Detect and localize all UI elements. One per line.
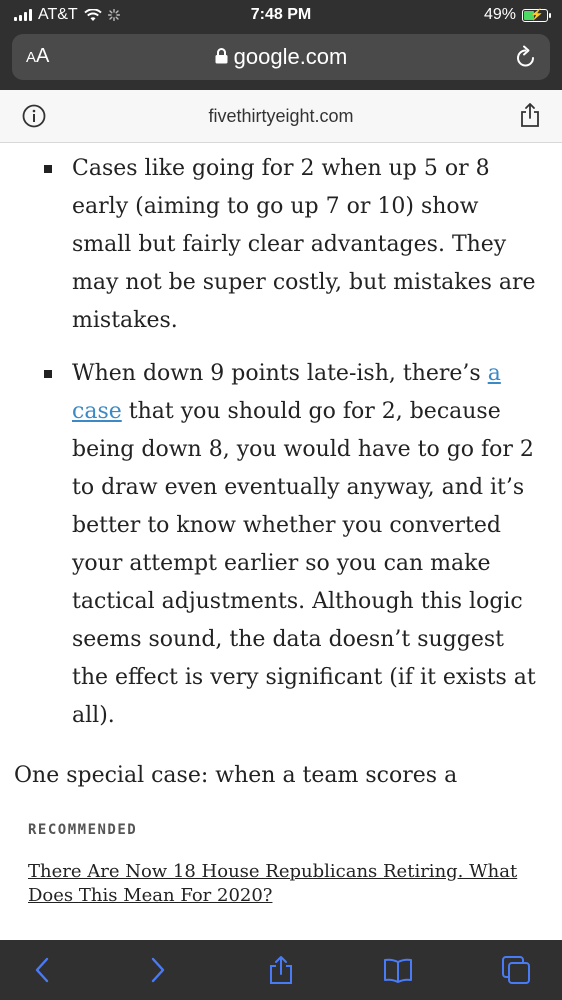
battery-icon: ⚡ [522, 9, 548, 22]
bookmarks-button[interactable] [382, 954, 414, 986]
recommended-section [28, 822, 538, 908]
tabs-button[interactable] [500, 954, 532, 986]
bullet-marker [44, 165, 52, 173]
recommended-label: RECOMMENDED [28, 822, 138, 838]
tabs-icon [501, 955, 531, 985]
browser-top-chrome [0, 0, 562, 90]
reload-icon[interactable] [514, 44, 538, 70]
carrier-label: AT&T [38, 6, 78, 23]
article-paragraph: One special case: when a team scores a [14, 763, 458, 788]
share-button[interactable] [265, 954, 297, 986]
bullet-list [0, 150, 562, 735]
status-bar [0, 0, 562, 30]
a-case-link[interactable]: a case [72, 361, 501, 424]
site-domain: fivethirtyeight.com [208, 106, 354, 126]
share-icon [269, 955, 293, 985]
recommended-article-link[interactable]: There Are Now 18 House Republicans Retiring. What Does This Mean For 2020? [28, 861, 518, 906]
share-icon[interactable] [520, 102, 540, 128]
bullet-text: Cases like going for 2 when up 5 or 8 early (aiming to go up 7 or 10) show small but fairly clear advantages. They may not be super costly, but mistakes are mistakes. [72, 156, 536, 333]
browser-toolbar [0, 940, 562, 1000]
lock-icon [215, 48, 228, 64]
chevron-left-icon [34, 957, 50, 983]
list-item [0, 355, 562, 735]
bullet-text-end: that you should go for 2, because being down 8, you would have to go for 2 to draw even eventually anyway, and it’s better to know whether you converted your attempt earlier so you can make tactical adjustments. Although this logic seems sound, the data doesn’t suggest the effect is very significant (if it exists at all). [72, 399, 536, 728]
forward-button[interactable] [142, 954, 174, 986]
url-text: google.com [233, 44, 348, 69]
address-bar[interactable] [12, 34, 550, 80]
status-time: 7:48 PM [250, 6, 312, 23]
article-content [0, 150, 562, 795]
bullet-marker [44, 370, 52, 378]
site-header-bar [0, 90, 562, 143]
bullet-text-start: When down 9 points late-ish, there’s [72, 361, 488, 386]
book-icon [383, 957, 413, 983]
list-item [0, 150, 562, 340]
url-field[interactable] [12, 44, 550, 70]
chevron-right-icon [150, 957, 166, 983]
text-size-button[interactable]: AA [26, 45, 50, 67]
back-button[interactable] [26, 954, 58, 986]
battery-percent: 49% [483, 6, 516, 23]
